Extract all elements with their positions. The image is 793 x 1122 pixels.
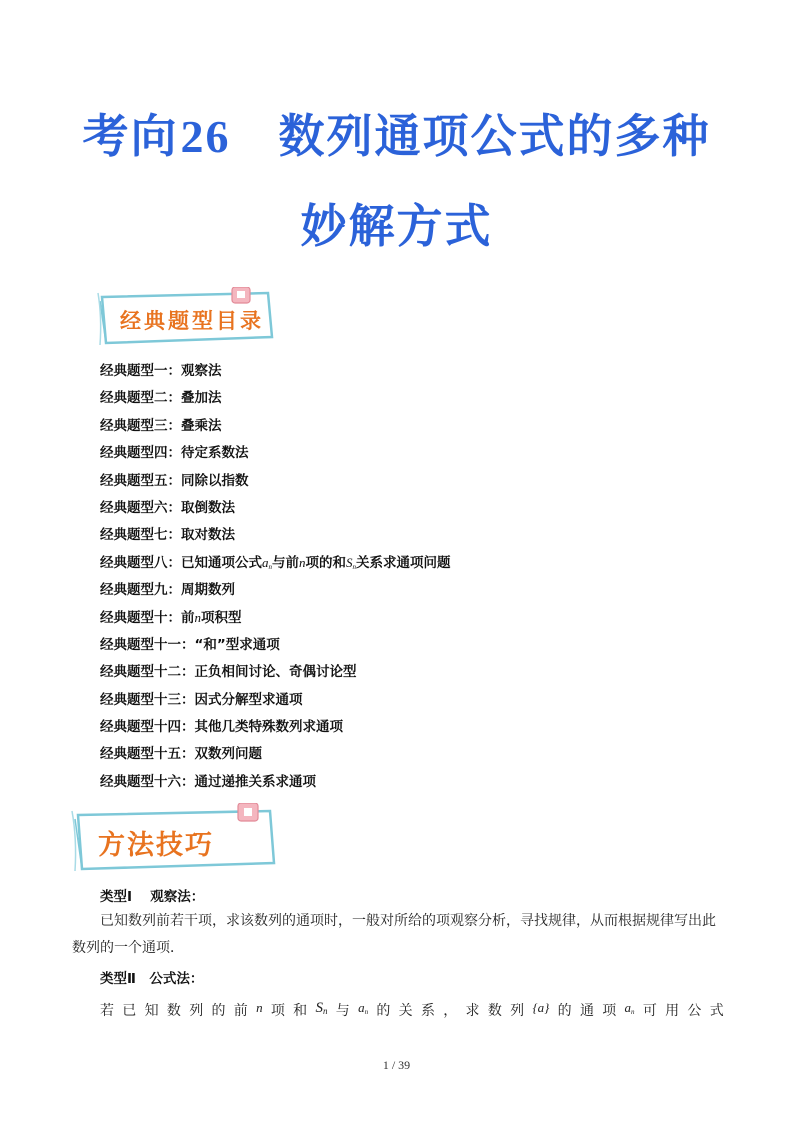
toc-item: 经典题型四：待定系数法: [100, 445, 249, 462]
type1-body: 已知数列前若干项，求该数列的通项时，一般对所给的项观察分析，寻找规律，从而根据规律写出此数列的一个通项．: [72, 913, 716, 956]
text-char: 列: [510, 1003, 525, 1019]
math-var: n: [194, 609, 201, 625]
math-sub: n: [352, 562, 356, 571]
toc-item: 经典题型五：同除以指数: [100, 472, 249, 489]
methods-banner: [70, 803, 280, 875]
catalog-banner: [96, 287, 276, 349]
text-char: 前: [233, 1003, 248, 1019]
text-char: 用: [665, 1003, 680, 1019]
toc-item: 经典题型十三：因式分解型求通项: [100, 691, 303, 708]
title-number: 26: [180, 111, 231, 162]
math-var-a: a: [624, 1000, 632, 1015]
toc-item: 经典题型六：取倒数法: [100, 499, 235, 516]
toc-item: 经典题型七：取对数法: [100, 527, 235, 544]
math-sub: n: [268, 562, 272, 571]
text-char: 已: [122, 1003, 137, 1019]
text-char: 的: [376, 1003, 391, 1019]
toc-text: 经典题型十：前: [100, 609, 195, 626]
text-char: 列: [189, 1003, 204, 1019]
text-char: 可: [642, 1003, 657, 1019]
toc-item: [100, 607, 451, 634]
type2-body-line: [100, 1000, 724, 1020]
text-char: 若: [100, 1003, 114, 1019]
text-char: 关: [398, 1003, 413, 1019]
math-var: n: [299, 554, 306, 570]
toc-item: 经典题型十四：其他几类特殊数列求通项: [100, 719, 343, 736]
toc-text: 经典题型八：已知通项公式: [100, 554, 262, 571]
toc-list: [100, 360, 451, 798]
page-title-line-1: [0, 100, 793, 166]
banner-catalog-label: 经典题型目录: [120, 308, 264, 333]
page-title-line-2: 妙解方式: [300, 199, 493, 253]
text-char: 知: [144, 1003, 159, 1019]
text-char: 公: [687, 1003, 702, 1019]
text-char: 的: [211, 1003, 226, 1019]
text-char: 项: [270, 1003, 285, 1019]
toc-item: 经典题型十六：通过递推关系求通项: [100, 773, 316, 790]
toc-item: 经典题型十一：“和”型求通项: [100, 636, 280, 653]
text-char: ，: [443, 1003, 458, 1019]
type1-heading: 类型Ⅰ 观察法：: [100, 889, 205, 905]
text-char: 式: [709, 1003, 724, 1019]
math-var: $S_n$: [315, 1000, 328, 1016]
title-suffix: 数列通项公式的多种: [278, 109, 711, 163]
math-var-s: S: [315, 1000, 323, 1016]
toc-item: 经典题型十二：正负相间讨论、奇偶讨论型: [100, 664, 357, 681]
math-var: $a_n$: [358, 1000, 369, 1016]
text-char: 求: [465, 1003, 480, 1019]
text-char: 数: [166, 1003, 181, 1019]
text-char: 与: [335, 1003, 350, 1019]
math-var: S: [346, 554, 353, 570]
text-char: 和: [293, 1003, 308, 1019]
toc-item: 经典题型二：叠加法: [100, 390, 222, 407]
math-set: {a}: [532, 1000, 550, 1015]
text-char: 通: [579, 1003, 594, 1019]
toc-text: 项积型: [201, 609, 242, 626]
math-var-a: a: [358, 1000, 365, 1015]
math-var: n: [256, 1000, 263, 1015]
text-char: 系: [420, 1003, 435, 1019]
text-char: 的: [557, 1003, 572, 1019]
toc-text: 与前: [272, 554, 299, 571]
text-char: 项: [602, 1003, 617, 1019]
toc-text: 关系求通项问题: [356, 554, 451, 571]
math-var: a: [262, 554, 269, 570]
toc-item: 经典题型十五：双数列问题: [100, 746, 262, 763]
type2-heading: 类型Ⅱ 公式法：: [100, 971, 204, 987]
toc-text: 项的和: [305, 554, 346, 571]
page-number: 1 / 39: [382, 1058, 411, 1072]
toc-item: 经典题型九：周期数列: [100, 582, 235, 599]
toc-item: 经典题型一：观察法: [100, 363, 222, 379]
math-var: $a_n$: [624, 1000, 635, 1016]
banner-methods-label: 方法技巧: [98, 830, 214, 861]
text-char: 数: [487, 1003, 502, 1019]
title-prefix: 考向: [82, 109, 179, 163]
toc-item: [100, 552, 451, 579]
toc-item: 经典题型三：叠乘法: [100, 417, 222, 434]
